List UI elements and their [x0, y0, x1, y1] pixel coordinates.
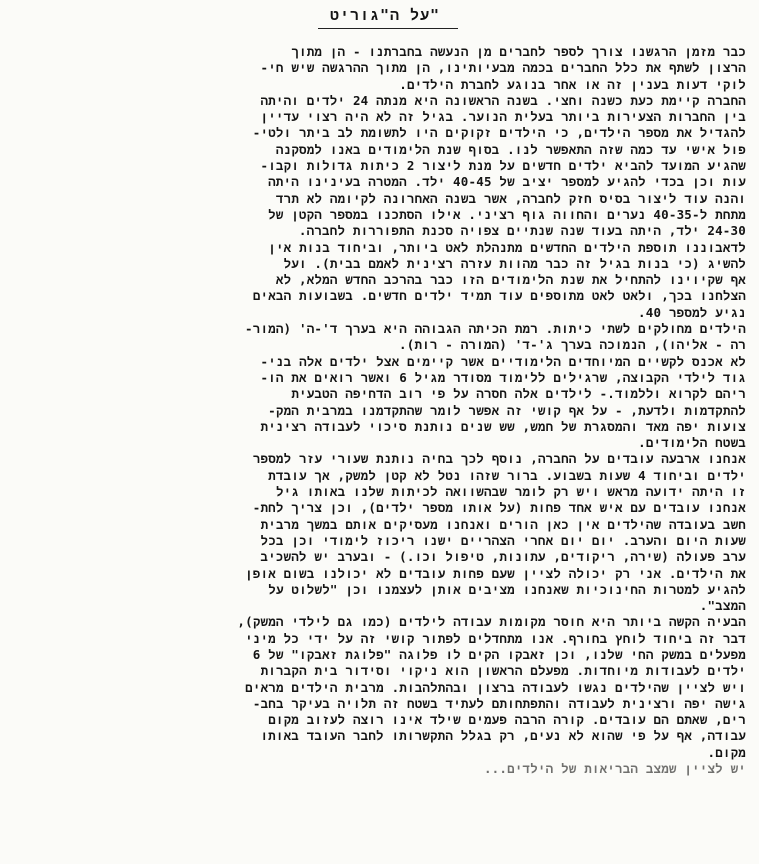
text-line: לא אכנס לקשיים המיוחדים הלימודיים אשר קיימים אצל ילדים אלה בני-: [260, 353, 746, 369]
text-line: ילדים לעבודות מיוחדות. מפעלם הראשון הוא ניקוי וסידור בית הקברות: [260, 663, 746, 679]
text-line: כבר מזמן הרגשנו צורך לספר לחברים מן הנעשה בחברתנו - הן מתוך: [291, 44, 746, 59]
text-line: הרצון לשתף את כלל החברים בכמה מבעיותינו, הן מתוך ההרגשה שיש חי-: [260, 60, 746, 76]
text-line: והנה עוד ליצור בסיס חזק לחברה, אשר בשנה האחרונה לקיומה לא תרד: [275, 190, 746, 206]
text-line: רה - אליהו), הנמוכה בערך ג'-ד' (המורה - רות).: [399, 337, 746, 353]
text-line: הבעיה הקשה ביותר היא חוסר מקומות עבודה לילדים (כמו גם לילדי המשק),: [237, 614, 746, 630]
text-line: מפעלים במשק החי שלנו, וכן זאבקו הקים לו פלוגה "פלוגת זאבקו" של 6: [252, 646, 746, 662]
text-line: בין החברות הצעירות ביותר בעלית הנוער. בגיל זה לא היה רצוי עדיין: [260, 109, 746, 125]
text-line: בשטח הלימודים.: [638, 435, 746, 451]
text-line: אף שקיוינו להתחיל את שנת הלימודים הזו כבר בהרכב החדש המלא, לא: [275, 272, 746, 288]
text-line: דבר זה ביחוד לוחץ בחורף. אנו מתחדלים לפתור קושי זה על ידי כל מיני: [245, 630, 746, 646]
text-line: גישה יפה ורצינית לעבודה והתפתחותם לעתיד בשטח זה תלויה בעיקר בחב-: [252, 695, 746, 711]
text-line-cut: יש לציין שמצב הבריאות של הילדים...: [483, 761, 746, 777]
text-line: החברה קיימת כעת כשנה וחצי. בשנה הראשונה היא מנתה 24 ילדים והיתה: [260, 92, 746, 108]
text-line: 24-30 ילד, היתה בעוד שנה שנתיים צפויה סכנת התפוררות לחברה.: [298, 223, 746, 239]
text-line: ריהם לקרוא וללמוד.- לילדים אלה חסרה על פי רוב הדחיפה הטבעית: [291, 386, 746, 402]
text-line: עות וכן בכדי להגיע למספר יציב של 40-45 ילד. המטרה בעינינו היתה: [268, 174, 746, 190]
text-line: רים, שאתם הם עובדים. קורה הרבה פעמים שילד אינו רוצה לעזוב מקום: [268, 712, 746, 728]
text-line: אנחנו ארבעה עובדים על החברה, נוסף לכך בחיה נותנת שעורי עזר למספר: [252, 451, 746, 467]
text-line: מקום.: [707, 744, 746, 760]
text-line: אנחנו עובדים עם איש אחד פחות (על אותו מספר ילדים), וכן צריך לחת-: [252, 500, 746, 516]
title-underline: [318, 28, 458, 29]
text-line: עבודה, אף על פי שהוא לא נעים, רק בגלל התקשרותו לחבר העובד באותו: [260, 728, 746, 744]
text-line: צועות יפה מאד והמסגרת של חמש, שש שנים נותנת סיכוי לעבודה רצינית: [260, 418, 746, 434]
text-line: את הילדים. אני רק יכולה לציין שעם פחות עובדים לא יכולנו בשום אופן: [245, 565, 746, 581]
text-line: לוקי דעות בענין זה או אחר בנוגע לחברת הילדים.: [399, 76, 746, 92]
text-line: להשיג (כי בנות בגיל זה כבר מהוות עזרה רצינית לאמם בבית). ועל: [283, 255, 746, 271]
text-line: מתחת ל-40-35 נערים והחווה גוף רציני. אילו הסתכנו במספר הקטן של: [268, 206, 746, 222]
document-body: [24, 44, 746, 777]
text-line: ערב פעולה (שירה, ריקודים, עתונות, טיפול וכו.) - ובערב יש להשכיב: [260, 549, 746, 565]
text-line: נגיע למספר 40.: [638, 304, 746, 320]
text-line: להגיע למטרות החינוכיות שאנחנו מציבים אותן לעצמנו וכן "לשלוט על: [268, 581, 746, 597]
text-line: לדאבוננו תוספת הילדים החדשים מתנהלת לאט ביותר, וביחוד בנות אין: [268, 239, 746, 255]
text-line: הילדים מחולקים לשתי כיתות. רמת הכיתה הגבוהה היא בערך ד'-ה' (המור-: [245, 321, 746, 337]
text-line: שהגיע המועד להביא ילדים חדשים על מנת ליצור 2 כיתות גדולות וקבו-: [260, 158, 746, 174]
text-line: ילדים וביחוד 4 שעות בשבוע. ברור שזהו נטל לא קטן למשק, אך עובדת: [268, 467, 746, 483]
text-line: זו היתה ידועה מראש ויש רק לומר שבהשוואה לכיתות שלנו באותו גיל: [275, 484, 746, 500]
text-line: פול אישי עד כמה שזה התאפשר לנו. בסוף שנת הלימודים באנו למסקנה: [275, 141, 746, 157]
text-line: הצלחנו בכך, ולאט לאט מתוספים עוד תמיד ילדים חדשים. בשבועות הבאים: [252, 288, 746, 304]
text-line: להתקדמות ולדעת, - על אף קושי זה אפשר לומר שהתקדמנו במרבית המק-: [268, 402, 746, 418]
document-title: על ה"גוריט": [329, 6, 441, 24]
text-line: שעות היום והערב. יום יום אחרי הצהריים ישנו ריכוז לימודי וכן בכל: [260, 532, 746, 548]
text-line: ויש לציין שהילדים נגשו לעבודה ברצון ובהתלהבות. מרבית הילדים מראים: [245, 679, 746, 695]
text-line: גוד לילדי הקבוצה, שרגילים ללימוד מסודר מגיל 6 ואשר רואים את הו-: [260, 369, 746, 385]
text-line: להגדיל את מספר הילדים, כי הילדים זקוקים היו לתשומת לב ביתר ולטי-: [252, 125, 746, 141]
text-line: המצב".: [699, 598, 746, 614]
text-line: חשב בעובדה שהילדים אין כאן הורים ואנחנו מעסיקים אותם במשך מרבית: [260, 516, 746, 532]
